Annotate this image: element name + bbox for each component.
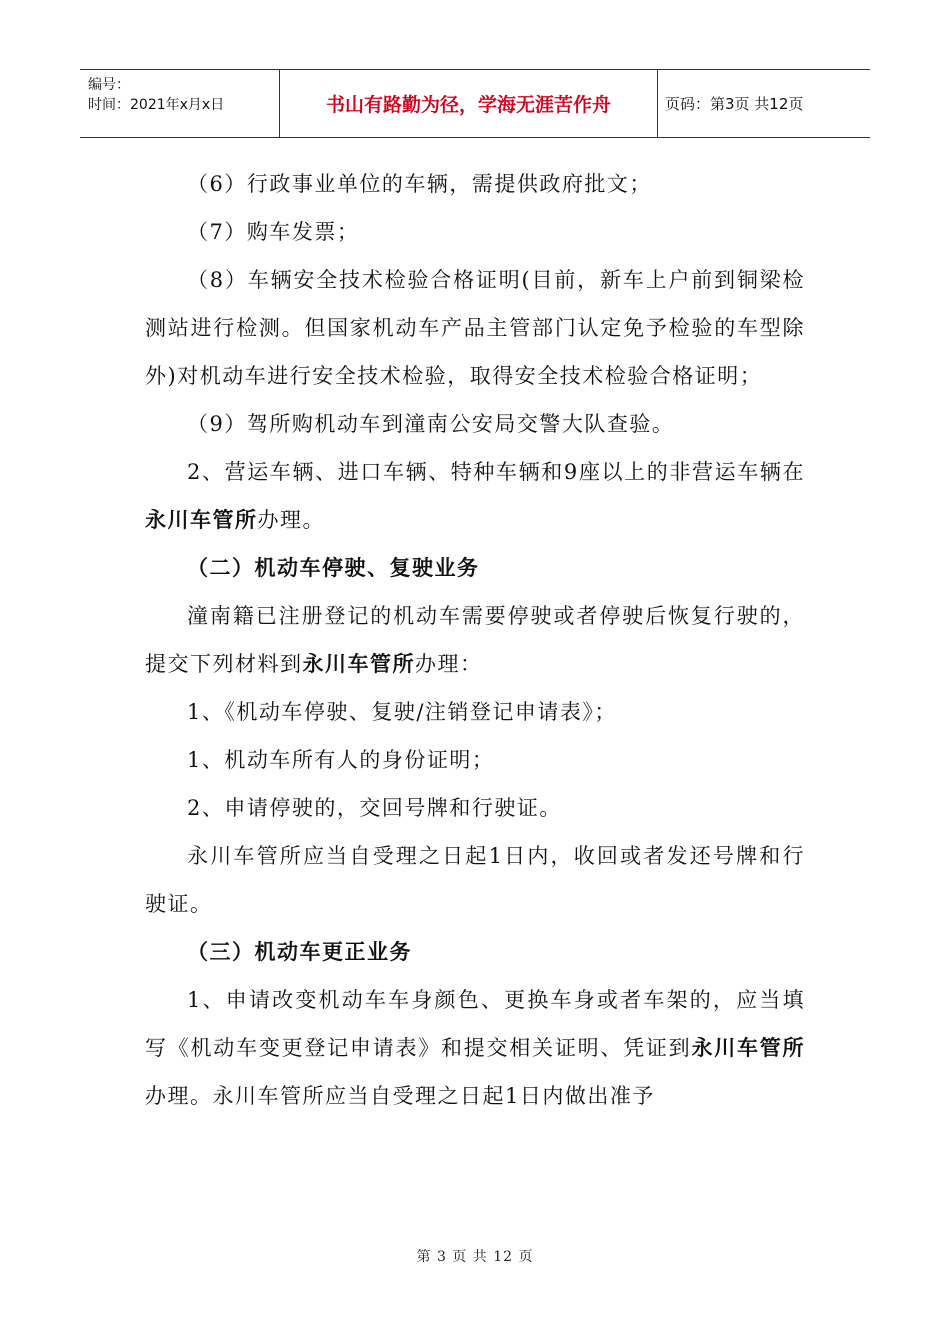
paragraph-text: 办理： [415, 652, 483, 676]
item-7-purchase-invoice: （7）购车发票； [187, 220, 360, 244]
commercial-vehicle-paragraph [145, 448, 805, 544]
office-name-highlight: 永川车管所 [145, 507, 258, 532]
correction-paragraph [145, 976, 805, 1120]
page-footer: 第 3 页 共 12 页 [416, 1249, 534, 1265]
header-meta [88, 75, 224, 115]
paragraph-text: 办理。永川车管所应当自受理之日起1日内做出准予 [145, 1084, 655, 1108]
suspension-item-form: 1、《机动车停驶、复驶/注销登记申请表》； [187, 700, 617, 724]
suspension-item-return-plates: 2、申请停驶的，交回号牌和行驶证。 [187, 796, 562, 820]
paragraph-text: 办理。 [257, 508, 325, 532]
suspension-processing-time: 永川车管所应当自受理之日起1日内，收回或者发还号牌和行驶证。 [145, 844, 805, 916]
paragraph-text: 1、申请改变机动车车身颜色、更换车身或者车架的，应当填写《机动车变更登记申请表》和提交相关证明、凭证到 [145, 988, 805, 1060]
header-motto: 书山有路勤为径，学海无涯苦作舟 [279, 70, 658, 137]
office-name-highlight: 永川车管所 [691, 1035, 806, 1060]
section-heading-suspension: （二）机动车停驶、复驶业务 [187, 555, 480, 580]
item-8-safety-inspection: （8）车辆安全技术检验合格证明(目前，新车上户前到铜梁检测站进行检测。但国家机动车产品主管部门认定免予检验的车型除外)对机动车进行安全技术检验，取得安全技术检验合格证明； [145, 268, 805, 388]
header-page-info: 页码：第3页 共12页 [665, 95, 804, 113]
item-9-vehicle-check: （9）驾所购机动车到潼南公安局交警大队查验。 [187, 412, 675, 436]
document-date: 时间：2021年x月x日 [88, 97, 225, 113]
suspension-item-identity: 1、机动车所有人的身份证明； [187, 748, 495, 772]
document-body [145, 160, 805, 1120]
suspension-intro-paragraph [145, 592, 805, 688]
paragraph-text: 2、营运车辆、进口车辆、特种车辆和9座以上的非营运车辆在 [187, 460, 805, 484]
section-heading-correction: （三）机动车更正业务 [187, 939, 412, 964]
page-header [80, 69, 870, 138]
document-number-label: 编号： [88, 77, 130, 93]
paragraph-text: 潼南籍已注册登记的机动车需要停驶或者停驶后恢复行驶的，提交下列材料到 [145, 604, 805, 676]
office-name-highlight: 永川车管所 [302, 651, 415, 676]
item-6-government-approval: （6）行政事业单位的车辆，需提供政府批文； [187, 172, 652, 196]
